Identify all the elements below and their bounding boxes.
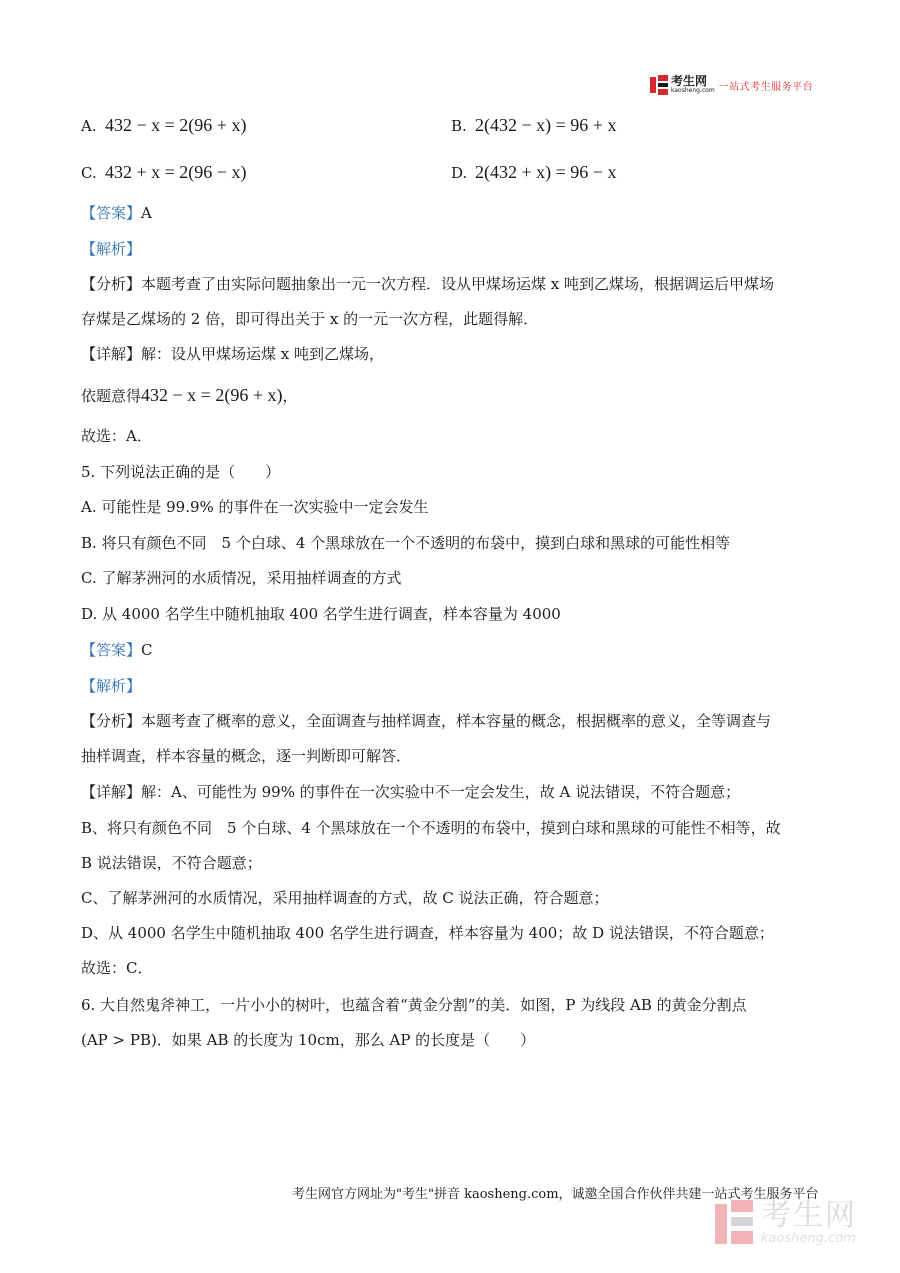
option-expr: 432 − x = 2(96 + x) [105, 115, 247, 135]
answer-value: A [141, 204, 152, 222]
q5-analysis-line-1: 【分析】本题考查了概率的意义，全面调查与抽样调查，样本容量的概念，根据概率的意义，全等调查与 [81, 712, 772, 730]
q4-analysis-line-1: 【分析】本题考查了由实际问题抽象出一元一次方程．设从甲煤场运煤 x 吨到乙煤场，根据调运后甲煤场 [81, 275, 775, 293]
q5-analysis-line-2: 抽样调查，样本容量的概念，逐一判断即可解答． [81, 747, 412, 765]
q4-choose: 故选：A． [81, 427, 152, 445]
option-label: A. [81, 117, 97, 135]
q6-stem-line-2: (AP > PB)．如果 AB 的长度为 10cm，那么 AP 的长度是（ ） [81, 1031, 536, 1049]
watermark [715, 1200, 857, 1246]
q5-answer [81, 640, 153, 660]
q4-answer [81, 203, 152, 223]
option-label: D. [451, 164, 468, 182]
q4-option-b [451, 113, 616, 138]
option-label: C. [81, 164, 97, 182]
q5-analysis-tag: 【解析】 [81, 677, 142, 695]
q5-detail-line-2: B、将只有颜色不同 5 个白球、4 个黑球放在一个不透明的布袋中，摸到白球和黑球的可能性不相等，故 [81, 819, 781, 837]
detail-suffix: ， [282, 387, 298, 405]
option-expr: 432 + x = 2(96 − x) [105, 162, 247, 182]
q5-detail-line-1: 【详解】解：A、可能性为 99% 的事件在一次实验中不一定会发生，故 A 说法错误，不符合题意； [81, 783, 741, 801]
q4-analysis-tag: 【解析】 [81, 240, 142, 258]
option-expr: 2(432 − x) = 96 + x [475, 115, 617, 135]
answer-tag: 【答案】 [81, 641, 142, 659]
footer-text: 考生网官方网址为"考生"拼音 kaosheng.com，诚邀全国合作伙伴共建一站式考生服务平台 [292, 1187, 819, 1202]
q5-stem: 5. 下列说法正确的是（ ） [81, 463, 281, 481]
q5-detail-line-3: B 说法错误，不符合题意； [81, 854, 262, 872]
watermark-name: 考生网 [761, 1198, 857, 1233]
q4-option-a [81, 113, 246, 138]
logo-name: 考生网 [671, 74, 708, 88]
q5-detail-line-4: C、了解茅洲河的水质情况，采用抽样调查的方式，故 C 说法正确，符合题意； [81, 889, 609, 907]
watermark-domain: kaosheng.com [761, 1231, 856, 1246]
q4-detail-line-2 [81, 385, 297, 406]
q4-option-c [81, 160, 246, 185]
q5-choose: 故选：C． [81, 959, 153, 977]
detail-equation: 432 − x = 2(96 + x) [141, 385, 283, 405]
q5-option-a: A. 可能性是 99.9% 的事件在一次实验中一定会发生 [81, 498, 429, 516]
q4-option-d [451, 160, 616, 185]
q5-option-c: C. 了解茅洲河的水质情况，采用抽样调查的方式 [81, 569, 402, 587]
logo-domain: kaosheng.com [671, 87, 715, 94]
header-logo [650, 72, 813, 98]
logo-slogan: 一站式考生服务平台 [718, 81, 814, 93]
detail-prefix: 依题意得 [81, 387, 142, 405]
q6-stem-line-1: 6. 大自然鬼斧神工，一片小小的树叶，也蕴含着“黄金分割”的美．如图，P 为线段 AB 的黄金分割点 [81, 996, 747, 1014]
kaosheng-logo-icon [650, 75, 668, 95]
watermark-logo-icon [715, 1200, 755, 1246]
q5-option-b: B. 将只有颜色不同 5 个白球、4 个黑球放在一个不透明的布袋中，摸到白球和黑球的可能性相等 [81, 534, 731, 552]
answer-tag: 【答案】 [81, 204, 142, 222]
q4-detail-line-1: 【详解】解：设从甲煤场运煤 x 吨到乙煤场， [81, 345, 384, 363]
q5-detail-line-5: D、从 4000 名学生中随机抽取 400 名学生进行调查，样本容量为 400；故 D 说法错误，不符合题意； [81, 924, 774, 942]
q5-option-d: D. 从 4000 名学生中随机抽取 400 名学生进行调查，样本容量为 4000 [81, 605, 561, 623]
q4-analysis-line-2: 存煤是乙煤场的 2 倍，即可得出关于 x 的一元一次方程，此题得解． [81, 310, 539, 328]
option-expr: 2(432 + x) = 96 − x [475, 162, 617, 182]
answer-value: C [141, 641, 153, 659]
option-label: B. [451, 117, 467, 135]
